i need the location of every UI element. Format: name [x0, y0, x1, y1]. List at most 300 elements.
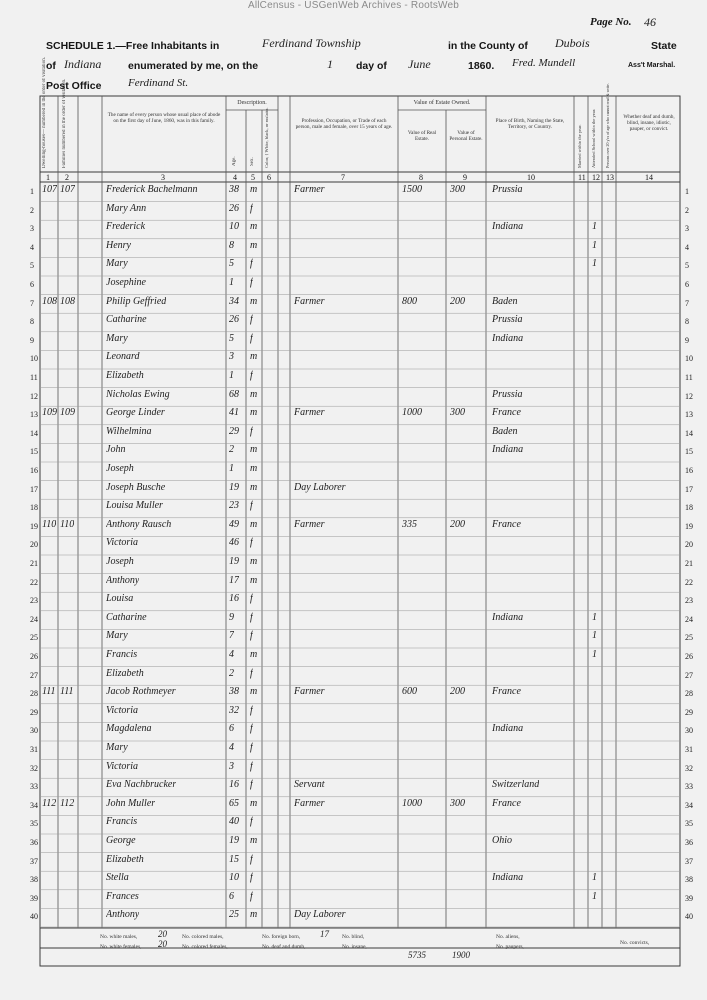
col-header-personal-estate: Value of Personal Estate.	[449, 130, 483, 142]
col-header-age: Age.	[232, 156, 237, 166]
sex: f	[250, 258, 253, 270]
line-number-left: 9	[30, 335, 34, 345]
line-number-left: 26	[30, 652, 38, 661]
county-label: in the County of	[448, 40, 528, 52]
table-row	[0, 443, 707, 462]
sex: m	[250, 481, 258, 493]
line-number-left: 21	[30, 559, 38, 568]
birthplace: Ohio	[492, 835, 512, 846]
footer-convicts-label: No. convicts,	[620, 940, 650, 946]
col-header-school: Attended School within the year.	[591, 108, 596, 168]
birthplace: France	[492, 518, 521, 530]
footer-deaf-dumb-label: No. deaf and dumb,	[262, 944, 306, 950]
col-header-birthplace: Place of Birth, Naming the State, Territory, or Country.	[495, 118, 565, 130]
personal-estate-value: 200	[450, 518, 465, 530]
age: 5	[229, 332, 234, 344]
personal-estate-value: 200	[450, 295, 465, 307]
personal-estate-value: 300	[450, 184, 465, 195]
age: 19	[229, 835, 239, 846]
sex: f	[250, 537, 253, 549]
age: 4	[229, 649, 234, 660]
real-estate-value: 800	[402, 295, 417, 307]
person-name: Elizabeth	[106, 853, 144, 865]
sex: f	[250, 425, 253, 437]
age: 38	[229, 686, 239, 698]
table-row	[0, 202, 707, 221]
line-number-right: 31	[685, 745, 693, 754]
table-row	[0, 611, 707, 630]
age: 19	[229, 556, 239, 567]
footer-white-females-value: 20	[158, 939, 167, 949]
footer-white-males-label: No. white males,	[100, 934, 138, 940]
col-header-color: Color, { White, black, or mulatto.	[264, 107, 269, 168]
person-name: Victoria	[106, 704, 139, 716]
table-row	[0, 890, 707, 909]
table-row	[0, 834, 707, 853]
table-row	[0, 183, 707, 202]
line-number-right: 37	[685, 856, 693, 866]
person-name: Elizabeth	[106, 370, 144, 381]
line-number-right: 6	[685, 280, 689, 289]
school-mark: 1	[592, 611, 597, 623]
column-number: 3	[161, 173, 165, 182]
table-row	[0, 815, 707, 834]
age: 34	[229, 295, 239, 307]
real-estate-value: 1000	[402, 797, 422, 809]
table-row	[0, 853, 707, 872]
age: 17	[229, 574, 239, 586]
table-row	[0, 592, 707, 611]
birthplace: Indiana	[492, 872, 524, 884]
sex: f	[250, 611, 253, 623]
sex: f	[250, 370, 253, 381]
person-name: Joseph	[106, 463, 134, 474]
line-number-right: 3	[685, 224, 689, 234]
person-name: Jacob Rothmeyer	[106, 686, 176, 698]
line-number-left: 18	[30, 503, 38, 513]
footer-colored-females-label: No. colored females,	[182, 944, 228, 950]
col-header-estate: Value of Estate Owned.	[413, 100, 471, 106]
age: 49	[229, 518, 239, 530]
age: 10	[229, 872, 239, 884]
person-name: Mary	[106, 332, 128, 344]
age: 7	[229, 630, 234, 642]
line-number-right: 33	[685, 782, 693, 792]
birthplace: Switzerland	[492, 779, 540, 791]
line-number-right: 9	[685, 335, 689, 345]
table-row	[0, 388, 707, 407]
line-number-left: 32	[30, 763, 38, 773]
line-number-right: 27	[685, 670, 693, 680]
sex: f	[250, 816, 253, 828]
column-number: 11	[578, 173, 586, 182]
line-number-right: 23	[685, 596, 693, 606]
of-label: of	[46, 60, 56, 72]
birthplace: Indiana	[492, 723, 524, 735]
age: 4	[229, 742, 234, 753]
birthplace: France	[492, 797, 521, 809]
township-value: Ferdinand Township	[262, 36, 361, 50]
age: 10	[229, 221, 239, 233]
footer-white-males-value: 20	[158, 929, 167, 939]
sex: m	[250, 797, 258, 809]
table-row	[0, 722, 707, 741]
column-number: 2	[65, 173, 69, 182]
footer-total-personal-estate: 1900	[452, 950, 470, 960]
line-number-left: 25	[30, 633, 38, 643]
real-estate-value: 335	[402, 518, 417, 530]
marshal-name: Fred. Mundell	[512, 57, 576, 69]
line-number-right: 24	[685, 614, 693, 624]
person-name: George Linder	[106, 407, 165, 419]
column-number: 6	[267, 173, 271, 182]
line-number-right: 4	[685, 242, 689, 252]
person-name: Victoria	[106, 537, 139, 549]
line-number-right: 8	[685, 317, 689, 327]
col-header-occupation: Profession, Occupation, or Trade of each person, male and female, over 15 years of age.	[295, 118, 393, 130]
age: 2	[229, 667, 234, 679]
occupation: Farmer	[294, 407, 325, 419]
table-row	[0, 741, 707, 760]
line-number-left: 12	[30, 391, 38, 401]
sex: f	[250, 779, 253, 791]
column-number: 13	[606, 173, 614, 182]
person-name: Josephine	[106, 277, 146, 288]
line-number-right: 39	[685, 893, 693, 903]
age: 9	[229, 611, 234, 623]
line-number-left: 8	[30, 317, 34, 327]
footer-colored-males-label: No. colored males,	[182, 934, 224, 940]
line-number-right: 10	[685, 354, 693, 364]
day-value: 1	[327, 57, 333, 71]
sex: f	[250, 890, 253, 902]
birthplace: Indiana	[492, 221, 524, 233]
age: 15	[229, 853, 239, 865]
page-number-value: 46	[644, 15, 656, 29]
column-number: 14	[645, 173, 653, 182]
person-name: Joseph Busche	[106, 481, 166, 493]
line-number-left: 10	[30, 354, 38, 364]
sex: m	[250, 909, 258, 921]
age: 26	[229, 202, 239, 214]
age: 6	[229, 723, 234, 735]
line-number-left: 7	[30, 298, 34, 308]
table-row	[0, 648, 707, 667]
person-name: Eva Nachbrucker	[106, 779, 177, 791]
col-header-real-estate: Value of Real Estate.	[407, 130, 437, 142]
sex: f	[250, 277, 253, 288]
dwelling-number: 111	[42, 686, 56, 698]
line-number-right: 25	[685, 633, 693, 643]
line-number-left: 23	[30, 596, 38, 606]
sex: f	[250, 593, 253, 605]
line-number-right: 35	[685, 819, 693, 829]
occupation: Farmer	[294, 295, 325, 307]
line-number-right: 18	[685, 503, 693, 513]
person-name: John Muller	[106, 797, 156, 809]
family-number: 111	[60, 686, 74, 698]
line-number-left: 37	[30, 856, 38, 866]
post-office-label: Post Office	[46, 80, 102, 92]
line-number-left: 24	[30, 614, 38, 624]
line-number-right: 13	[685, 410, 693, 420]
age: 16	[229, 593, 239, 605]
line-number-right: 38	[685, 875, 693, 885]
person-name: John	[106, 444, 126, 456]
person-name: Victoria	[106, 760, 139, 772]
column-number: 8	[419, 173, 423, 182]
line-number-right: 12	[685, 391, 693, 401]
person-name: Stella	[106, 872, 129, 884]
enumerated-label: enumerated by me, on the	[128, 60, 259, 72]
table-row	[0, 871, 707, 890]
age: 6	[229, 890, 234, 902]
line-number-right: 11	[685, 373, 693, 382]
line-number-right: 5	[685, 261, 689, 271]
column-number: 9	[463, 173, 467, 182]
age: 38	[229, 184, 239, 195]
line-number-left: 13	[30, 410, 38, 420]
line-number-left: 2	[30, 205, 34, 215]
person-name: Leonard	[106, 351, 140, 363]
sex: m	[250, 221, 258, 233]
sex: m	[250, 444, 258, 456]
age: 26	[229, 314, 239, 326]
sex: f	[250, 760, 253, 772]
column-number: 10	[527, 173, 535, 182]
footer-foreign-born-value: 17	[320, 929, 329, 939]
sex: f	[250, 723, 253, 735]
post-office-value: Ferdinand St.	[128, 77, 189, 89]
sex: m	[250, 686, 258, 698]
line-number-right: 36	[685, 838, 693, 847]
age: 16	[229, 779, 239, 791]
table-row	[0, 704, 707, 723]
sex: f	[250, 500, 253, 512]
table-row	[0, 369, 707, 388]
birthplace: France	[492, 686, 521, 698]
table-row	[0, 667, 707, 686]
family-number: 107	[60, 184, 75, 195]
school-mark: 1	[592, 890, 597, 902]
table-row	[0, 313, 707, 332]
sex: m	[250, 463, 258, 474]
table-row	[0, 908, 707, 927]
sex: f	[250, 872, 253, 884]
table-row	[0, 536, 707, 555]
person-name: Nicholas Ewing	[106, 388, 170, 400]
age: 46	[229, 537, 239, 549]
marshal-label: Ass't Marshal.	[628, 62, 676, 69]
family-number: 108	[60, 295, 75, 307]
person-name: Catharine	[106, 314, 147, 326]
age: 68	[229, 388, 239, 400]
sex: f	[250, 742, 253, 753]
birthplace: Indiana	[492, 444, 524, 456]
occupation: Farmer	[294, 518, 325, 530]
line-number-right: 2	[685, 205, 689, 215]
line-number-left: 3	[30, 224, 34, 234]
line-number-left: 22	[30, 577, 38, 587]
family-number: 109	[60, 407, 75, 419]
line-number-left: 30	[30, 726, 38, 736]
table-row	[0, 425, 707, 444]
age: 5	[229, 258, 234, 270]
table-row	[0, 481, 707, 500]
sex: f	[250, 202, 253, 214]
line-number-left: 6	[30, 280, 34, 289]
col-header-description: Description.	[237, 100, 267, 106]
year-value: 1860.	[468, 60, 495, 72]
col-header-family: Families numbered in the order of visitation.	[62, 78, 67, 168]
line-number-left: 20	[30, 540, 38, 550]
sex: f	[250, 667, 253, 679]
person-name: Anthony	[106, 909, 140, 921]
line-number-right: 28	[685, 689, 693, 699]
birthplace: Baden	[492, 295, 518, 307]
table-row	[0, 499, 707, 518]
line-number-right: 7	[685, 298, 689, 308]
line-number-right: 15	[685, 447, 693, 457]
table-row	[0, 332, 707, 351]
line-number-left: 5	[30, 261, 34, 271]
line-number-left: 27	[30, 670, 38, 680]
age: 8	[229, 239, 234, 251]
table-row	[0, 406, 707, 425]
column-number: 12	[592, 173, 600, 182]
birthplace: Indiana	[492, 332, 524, 344]
column-number: 4	[233, 173, 237, 182]
personal-estate-value: 300	[450, 407, 465, 419]
person-name: Elizabeth	[106, 667, 144, 679]
personal-estate-value: 300	[450, 797, 465, 809]
line-number-right: 32	[685, 763, 693, 773]
personal-estate-value: 200	[450, 686, 465, 698]
age: 1	[229, 463, 234, 474]
person-name: Frederick Bachelmann	[106, 184, 198, 195]
line-number-left: 36	[30, 838, 38, 847]
line-number-left: 38	[30, 875, 38, 885]
line-number-right: 26	[685, 652, 693, 661]
line-number-right: 14	[685, 428, 693, 438]
school-mark: 1	[592, 239, 597, 251]
table-row	[0, 555, 707, 574]
footer-blind-label: No. blind,	[342, 934, 365, 940]
table-row	[0, 797, 707, 816]
person-name: Louisa	[106, 593, 134, 605]
line-number-left: 16	[30, 466, 38, 475]
birthplace: Baden	[492, 425, 518, 437]
birthplace: Prussia	[492, 184, 523, 195]
line-number-right: 1	[685, 187, 689, 196]
table-row	[0, 257, 707, 276]
person-name: Mary	[106, 742, 128, 753]
line-number-right: 29	[685, 707, 693, 717]
age: 3	[229, 760, 234, 772]
line-number-left: 11	[30, 373, 38, 382]
line-number-right: 34	[685, 800, 693, 810]
line-number-right: 19	[685, 521, 693, 531]
person-name: Henry	[106, 239, 131, 251]
line-number-right: 22	[685, 577, 693, 587]
dwelling-number: 112	[42, 797, 57, 809]
table-row	[0, 220, 707, 239]
occupation: Day Laborer	[294, 481, 346, 493]
birthplace: Prussia	[492, 314, 523, 326]
line-number-left: 31	[30, 745, 38, 754]
person-name: Anthony	[106, 574, 140, 586]
age: 1	[229, 370, 234, 381]
line-number-left: 1	[30, 187, 34, 196]
table-row	[0, 350, 707, 369]
person-name: Anthony Rausch	[106, 518, 172, 530]
real-estate-value: 600	[402, 686, 417, 698]
dwelling-number: 110	[42, 518, 57, 530]
month-value: June	[408, 57, 431, 71]
dwelling-number: 107	[42, 184, 57, 195]
school-mark: 1	[592, 258, 597, 270]
sex: f	[250, 332, 253, 344]
sex: f	[250, 704, 253, 716]
table-row	[0, 276, 707, 295]
family-number: 110	[60, 518, 75, 530]
footer-aliens-label: No. aliens,	[496, 934, 520, 940]
person-name: Frances	[106, 890, 139, 902]
age: 65	[229, 797, 239, 809]
occupation: Farmer	[294, 797, 325, 809]
column-number: 1	[46, 173, 50, 182]
age: 2	[229, 444, 234, 456]
line-number-right: 17	[685, 484, 693, 494]
col-header-illiterate: Persons over 20 y'rs of age who cannot read & write.	[605, 83, 610, 168]
line-number-left: 15	[30, 447, 38, 457]
sex: m	[250, 556, 258, 567]
footer-paupers-label: No. paupers,	[496, 944, 524, 950]
real-estate-value: 1500	[402, 184, 422, 195]
age: 25	[229, 909, 239, 921]
age: 23	[229, 500, 239, 512]
line-number-left: 35	[30, 819, 38, 829]
person-name: Joseph	[106, 556, 134, 567]
sex: m	[250, 574, 258, 586]
table-row	[0, 518, 707, 537]
person-name: Catharine	[106, 611, 147, 623]
occupation: Farmer	[294, 686, 325, 698]
person-name: George	[106, 835, 136, 846]
line-number-left: 28	[30, 689, 38, 699]
age: 19	[229, 481, 239, 493]
table-row	[0, 295, 707, 314]
line-number-left: 34	[30, 800, 38, 810]
age: 3	[229, 351, 234, 363]
watermark-text: AllCensus - USGenWeb Archives - RootsWeb	[247, 0, 460, 11]
school-mark: 1	[592, 221, 597, 233]
line-number-right: 30	[685, 726, 693, 736]
line-number-left: 14	[30, 428, 38, 438]
line-number-left: 29	[30, 707, 38, 717]
school-mark: 1	[592, 630, 597, 642]
sex: m	[250, 649, 258, 660]
sex: m	[250, 407, 258, 419]
school-mark: 1	[592, 872, 597, 884]
family-number: 112	[60, 797, 75, 809]
state-label: State	[651, 40, 677, 52]
age: 40	[229, 816, 239, 828]
occupation: Farmer	[294, 184, 325, 195]
person-name: Philip Geffried	[106, 295, 167, 307]
table-row	[0, 760, 707, 779]
line-number-left: 40	[30, 912, 38, 922]
